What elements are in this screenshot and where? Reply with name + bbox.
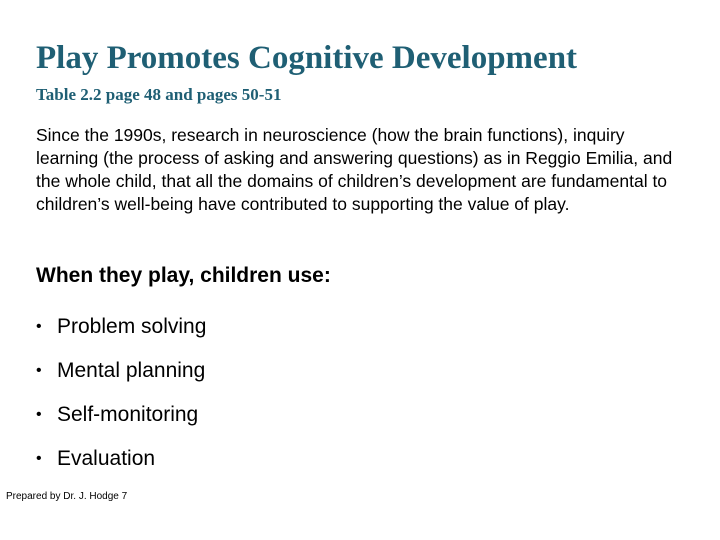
slide-title: Play Promotes Cognitive Development — [36, 40, 578, 76]
bullet-item-problem-solving — [36, 305, 206, 349]
bullet-label: Self-monitoring — [57, 403, 199, 426]
bullet-dot-icon: • — [36, 450, 42, 467]
bullet-list-heading: When they play, children use: — [36, 264, 331, 287]
bullet-label: Problem solving — [57, 315, 207, 338]
bullet-item-mental-planning — [36, 349, 206, 393]
bullet-dot-icon: • — [36, 406, 42, 423]
bullet-dot-icon: • — [36, 318, 42, 335]
bullet-list — [36, 305, 206, 481]
bullet-item-self-monitoring — [36, 393, 206, 437]
bullet-label: Evaluation — [57, 447, 156, 470]
bullet-dot-icon: • — [36, 362, 42, 379]
slide-subtitle: Table 2.2 page 48 and pages 50-51 — [36, 85, 282, 104]
bullet-item-evaluation — [36, 437, 206, 481]
body-paragraph: Since the 1990s, research in neuroscience (how the brain functions), inquiry learning (the process of asking and answering questions) as in Reggio Emilia, and the whole child, that all the domains of children’s development are fundamental to children’s well-being have contributed to supporting the value of play. — [36, 125, 673, 214]
bullet-label: Mental planning — [57, 359, 206, 382]
footer-credit: Prepared by Dr. J. Hodge 7 — [6, 491, 128, 502]
